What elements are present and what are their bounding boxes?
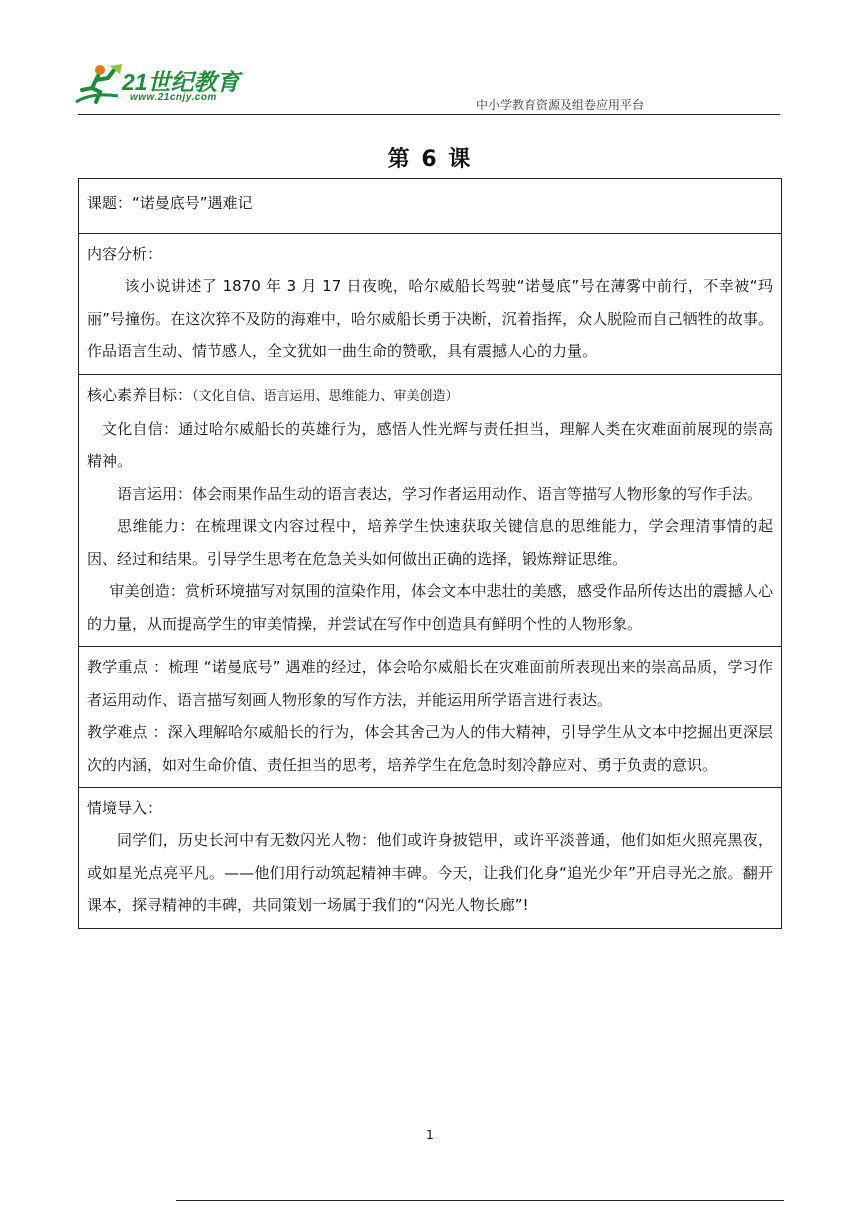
- logo: [70, 62, 270, 108]
- runner-logo-icon: [70, 62, 126, 108]
- goals-row: [79, 374, 782, 647]
- page-title: 第 6 课: [387, 147, 473, 172]
- lesson-plan-table: [78, 178, 782, 929]
- topic-row: [79, 179, 782, 234]
- goals-subtitle: （文化自信、语言运用、思维能力、审美创造）: [192, 388, 459, 404]
- goals-heading: [87, 379, 773, 413]
- header-divider: [78, 114, 780, 115]
- goals-label: 核心素养目标：: [87, 385, 193, 404]
- footer-divider: [176, 1200, 784, 1201]
- goal-thinking: 思维能力：在梳理课文内容过程中，培养学生快速获取关键信息的思维能力，学会理清事情的起因、经过和结果。引导学生思考在危急关头如何做出正确的选择，锻炼辩证思维。: [87, 517, 773, 568]
- intro-label: 情境导入：: [87, 799, 163, 817]
- topic-text: 课题：“诺曼底号”遇难记: [87, 194, 253, 212]
- analysis-label: 内容分析：: [87, 245, 163, 263]
- platform-name: 中小学教育资源及组卷应用平台: [476, 98, 645, 112]
- analysis-text: 该小说讲述了 1870 年 3 月 17 日夜晚，哈尔威船长驾驶“诺曼底”号在薄雾中前行，不幸被“玛丽”号撞伤。在这次猝不及防的海难中，哈尔威船长勇于决断，沉着指挥，众人脱险而自己牺牲的故事。 作品语言生动、情节感人，全文犹如一曲生命的赞歌，具有震撼人心的力量。: [87, 277, 773, 360]
- intro-row: [79, 788, 782, 929]
- difficulties-text: 教学难点 ：深入理解哈尔威船长的行为，体会其舍己为人的伟大精神，引导学生从文本中挖掘出更深层次的内涵，如对生命价值、责任担当的思考，培养学生在危急时刻冷静应对、勇于负责的意识。: [87, 723, 773, 774]
- analysis-row: [79, 234, 782, 375]
- intro-text: 同学们，历史长河中有无数闪光人物：他们或许身披铠甲，或许平淡普通，他们如炬火照亮黑夜，或如星光点亮平凡。——他们用行动筑起精神丰碑。今天，让我们化身“追光少年”开启寻光之旅。翻开课本，探寻精神的丰碑，共同策划一场属于我们的“闪光人物长廊”!: [87, 831, 773, 914]
- goal-language: 语言运用：体会雨果作品生动的语言表达，学习作者运用动作、语言等描写人物形象的写作手法。: [117, 484, 763, 503]
- logo-text: 21世纪教育: [122, 69, 240, 95]
- key-points-row: [79, 647, 782, 788]
- page-number: 1: [426, 1128, 434, 1142]
- page-header: [0, 0, 860, 120]
- goal-aesthetic: 审美创造：赏析环境描写对氛围的渲染作用，体会文本中悲壮的美感，感受作品所传达出的震撼人心的力量，从而提高学生的审美情操，并尝试在写作中创造具有鲜明个性的人物形象。: [87, 582, 773, 633]
- logo-url: www.21cnjy.com: [130, 92, 217, 103]
- goal-culture: 文化自信：通过哈尔威船长的英雄行为，感悟人性光辉与责任担当，理解人类在灾难面前展现的崇高精神。: [87, 419, 773, 470]
- key-points-text: 教学重点 ：梳理 “诺曼底号” 遇难的经过，体会哈尔威船长在灾难面前所表现出来的崇高品质，学习作者运用动作、语言描写刻画人物形象的写作方法，并能运用所学语言进行表达。: [87, 658, 773, 709]
